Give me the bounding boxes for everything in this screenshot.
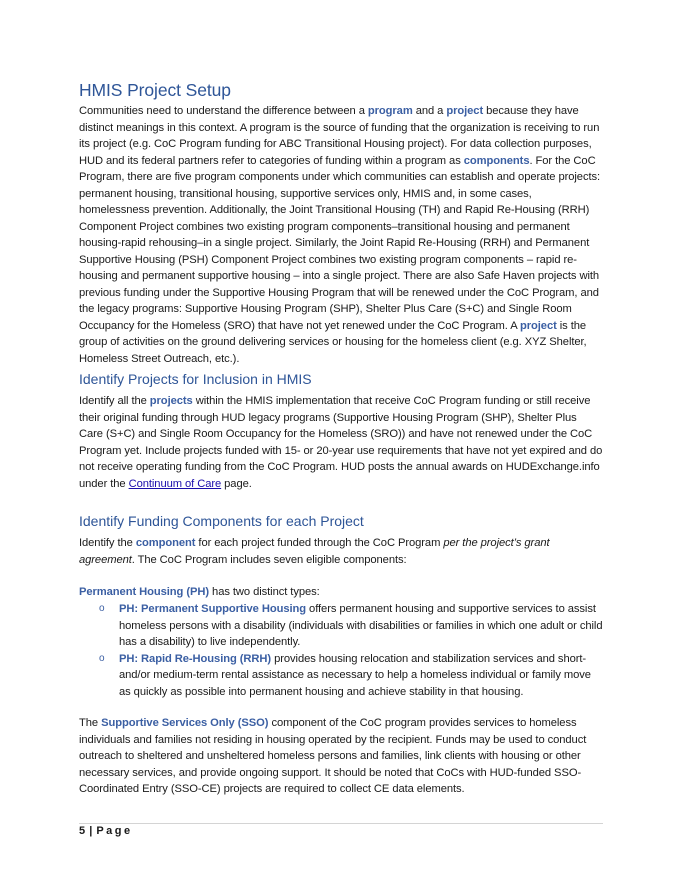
keyword-project: project xyxy=(446,105,484,117)
intro-paragraph xyxy=(79,103,603,367)
keyword-components: components xyxy=(463,154,530,167)
list-item xyxy=(79,601,603,651)
keyword-sso: Supportive Services Only (SSO) xyxy=(101,717,269,729)
keyword-psh: PH: Permanent Supportive Housing xyxy=(119,603,307,615)
keyword-component: component xyxy=(135,537,196,549)
text: for each project funded through the CoC Program xyxy=(195,537,444,549)
funding-components-paragraph xyxy=(79,535,603,568)
text: within the HMIS implementation that receive CoC Program funding or still receive their original funding through HUD legacy programs (Supportive Housing Program (SHP), Shelter Plus Care (S+C) and Single Room Occupancy for the Homeless (SRO)) and have not renewed under the CoC Program yet. Include projects funded with 15- or 20-year use requirements that have not yet expired and do not receive operating funding from the CoC Program. HUD posts the annual awards on HUDExchange.info under the xyxy=(79,395,603,490)
permanent-housing-intro xyxy=(79,584,603,601)
text: Identify the xyxy=(79,537,136,549)
continuum-of-care-link[interactable]: Continuum of Care xyxy=(128,477,222,490)
section-heading-funding-components: Identify Funding Components for each Project xyxy=(79,513,364,529)
list-item xyxy=(79,651,603,701)
footer-divider xyxy=(79,823,603,824)
text: and a xyxy=(412,105,447,117)
keyword-program: program xyxy=(367,105,413,117)
hollow-circle-bullet-icon: o xyxy=(99,603,105,614)
text: . The CoC Program includes seven eligible components: xyxy=(131,553,407,566)
text: . For the CoC Program, there are five program components under which communities can establish and operate projects: permanent housing, transitional housing, supportive services only, HMIS and, in some cases, homelessness prevention. Additionally, the Joint Transitional Housing (TH) and Rapid Re-Housing (RRH) Component Project combines two existing program components–transitional housing and permanent housing-rapid rehousing–in a single project. Similarly, the Joint Rapid Re-Housing (RRH) and Permanent Supportive Housing (PSH) Component Project combines two existing program components – rapid re-housing and permanent supportive housing – into a single project. There are also Safe Haven projects with previous funding under the Supportive Housing Program that will be renewed under the CoC Program, and the legacy programs: Supportive Housing Program (SHP), Shelter Plus Care (S+C) and Single Room Occupancy for the Homeless (SRO) that have not yet renewed under the CoC Program. A xyxy=(79,154,601,332)
text: Communities need to understand the difference between a xyxy=(79,105,368,117)
text: because they have distinct meanings in this context. A program is the source of funding that the organization is receiving to run its project (e.g. CoC Program funding for ABC Transitional Housing project). For data collection purposes, HUD and its federal partners refer to categories of funding within a program as xyxy=(79,105,600,167)
keyword-projects: projects xyxy=(149,395,193,407)
text: has two distinct types: xyxy=(209,586,320,598)
keyword-permanent-housing: Permanent Housing (PH) xyxy=(79,586,210,598)
section-heading-identify-projects: Identify Projects for Inclusion in HMIS xyxy=(79,371,312,387)
text: provides housing relocation and stabilization services and short-and/or medium-term rental assistance as necessary to help a homeless individual or family move as quickly as possible into permanent housing and achieve stability in that housing. xyxy=(119,652,591,698)
text: The xyxy=(79,717,102,729)
page-number: 5 xyxy=(79,825,86,837)
page-footer xyxy=(79,825,133,837)
italic-grant-agreement: per the project’s grant agreement xyxy=(79,537,550,566)
text: offers permanent housing and supportive services to assist homeless persons with a disability (individuals with disabilities or families in which one adult or child has a disability) to live independently. xyxy=(119,603,603,648)
page-label: Page xyxy=(96,825,133,837)
text: page. xyxy=(221,477,252,490)
text: Identify all the xyxy=(79,395,150,407)
keyword-project: project xyxy=(520,319,557,332)
text: is the group of activities on the ground delivering services or housing for the homeless client (e.g. XYZ Shelter, Homeless Street Outreach, etc.). xyxy=(79,319,587,365)
page-title: HMIS Project Setup xyxy=(79,80,231,100)
sso-paragraph xyxy=(79,715,603,798)
footer-separator: | xyxy=(89,825,93,837)
ph-types-list xyxy=(79,601,603,700)
hollow-circle-bullet-icon: o xyxy=(99,652,105,664)
text: component of the CoC program provides services to homeless individuals and families not residing in housing operated by the recipient. Funds may be used to conduct outreach to sheltered and unsheltered homeless persons and families, link clients with housing or other necessary services, and provide ongoing support. It should be noted that CoCs with HUD-funded SSO-Coordinated Entry (SSO-CE) projects are required to collect CE data elements. xyxy=(79,717,587,795)
keyword-rrh: PH: Rapid Re-Housing (RRH) xyxy=(119,652,272,665)
identify-projects-paragraph xyxy=(79,393,603,492)
